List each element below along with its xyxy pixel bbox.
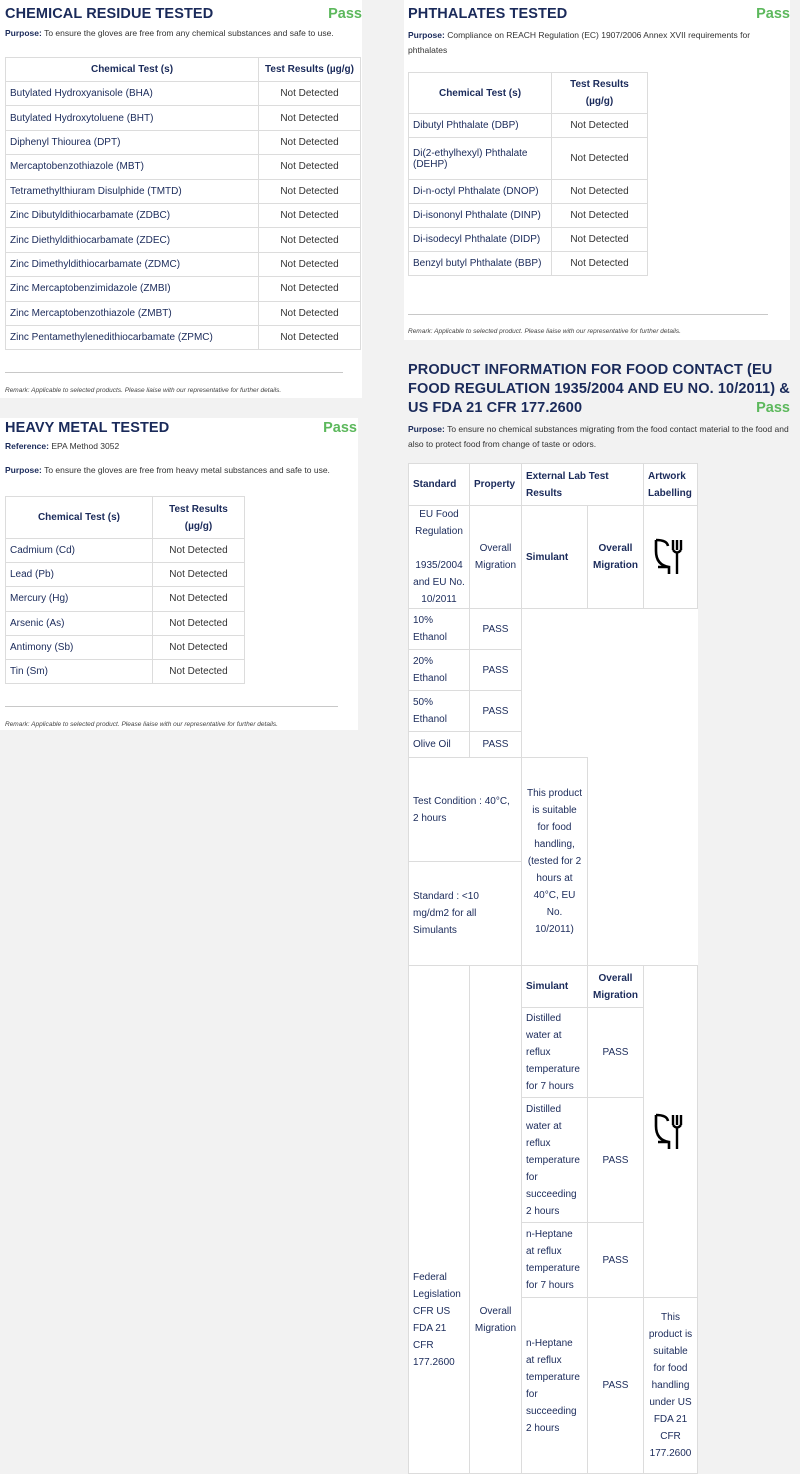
purpose-text: To ensure the gloves are free from any chemical substances and safe to use.	[44, 28, 334, 38]
us-simulant-header-row	[409, 966, 698, 1008]
test-result-cell: Not Detected	[259, 106, 361, 130]
test-name-cell: Di(2-ethylhexyl) Phthalate (DEHP)	[409, 138, 552, 180]
chemical-remark: Remark: Applicable to selected products. Please liaise with our representative for further details.	[5, 387, 282, 394]
phthalates-remark: Remark: Applicable to selected product. Please liaise with our representative for further details.	[408, 328, 681, 335]
test-name-cell: Zinc Pentamethylenedithiocarbamate (ZPMC)	[6, 325, 259, 349]
header-artwork: Artwork Labelling	[644, 464, 698, 506]
table-header-row	[6, 58, 361, 82]
eu-artwork-cell	[644, 506, 698, 609]
header-simulant: Simulant	[522, 966, 588, 1008]
eu-condition-row	[409, 758, 698, 862]
phthalates-purpose	[408, 28, 780, 58]
test-name-cell: Mercaptobenzothiazole (MBT)	[6, 155, 259, 179]
eu-row	[409, 650, 698, 691]
chemical-purpose	[5, 26, 362, 41]
header-standard: Standard	[409, 464, 470, 506]
heavy-reference	[5, 441, 357, 451]
test-name-cell: Diphenyl Thiourea (DPT)	[6, 130, 259, 154]
header-chemical-test: Chemical Test (s)	[6, 58, 259, 82]
food-title: PRODUCT INFORMATION FOR FOOD CONTACT (EU FOOD REGULATION 1935/2004 AND EU NO. 10/2011) & US FDA 21 CFR 177.2600	[408, 362, 790, 416]
chemical-header	[5, 6, 362, 22]
header-test-results: Test Results (µg/g)	[152, 497, 244, 539]
test-result-cell: Not Detected	[552, 252, 648, 276]
header-chemical-test: Chemical Test (s)	[6, 497, 153, 539]
table-row	[6, 539, 245, 563]
test-name-cell: Cadmium (Cd)	[6, 539, 153, 563]
test-name-cell: Zinc Dibutyldithiocarbamate (ZDBC)	[6, 203, 259, 227]
table-row	[6, 325, 361, 349]
phthalates-status-badge: Pass	[756, 6, 790, 22]
eu-simulant: 50% Ethanol	[409, 691, 470, 732]
test-name-cell: Antimony (Sb)	[6, 635, 153, 659]
test-result-cell: Not Detected	[552, 114, 648, 138]
test-result-cell: Not Detected	[259, 277, 361, 301]
purpose-label: Purpose:	[5, 28, 42, 38]
test-result-cell: Not Detected	[259, 228, 361, 252]
food-status-badge: Pass	[756, 400, 790, 416]
table-row	[409, 228, 648, 252]
test-result-cell: Not Detected	[152, 659, 244, 683]
eu-simulant-header-row	[409, 506, 698, 609]
test-result-cell: Not Detected	[259, 301, 361, 325]
header-overall-migration: Overall Migration	[588, 966, 644, 1008]
test-name-cell: Di-isononyl Phthalate (DINP)	[409, 204, 552, 228]
header-test-results: Test Results (µg/g)	[552, 73, 648, 114]
eu-simulant: 20% Ethanol	[409, 650, 470, 691]
food-contact-table	[408, 463, 698, 1474]
us-label-text: This product is suitable for food handling under US FDA 21 CFR 177.2600	[644, 1298, 698, 1474]
table-row	[6, 252, 361, 276]
food-safe-icon	[653, 537, 689, 577]
test-name-cell: Lead (Pb)	[6, 563, 153, 587]
eu-condition-cell: Test Condition : 40°C, 2 hours	[409, 758, 522, 862]
us-simulant-4: n-Heptane at reflux temperature for succeeding 2 hours	[522, 1298, 588, 1474]
chemical-divider	[5, 372, 343, 373]
table-row	[6, 659, 245, 683]
us-property-cell: Overall Migration	[470, 966, 522, 1474]
food-purpose	[408, 422, 790, 452]
table-row	[409, 204, 648, 228]
reference-text: EPA Method 3052	[51, 441, 120, 451]
heavy-header	[5, 420, 357, 436]
table-header-row	[409, 73, 648, 114]
purpose-label: Purpose:	[5, 465, 42, 475]
test-result-cell: Not Detected	[152, 635, 244, 659]
eu-property-cell: Overall Migration	[470, 506, 522, 609]
header-property: Property	[470, 464, 522, 506]
heavy-purpose	[5, 463, 357, 478]
eu-result: PASS	[470, 609, 522, 650]
test-name-cell: Mercury (Hg)	[6, 587, 153, 611]
test-name-cell: Zinc Mercaptobenzimidazole (ZMBI)	[6, 277, 259, 301]
heavy-remark: Remark: Applicable to selected product. Please liaise with our representative for further details.	[5, 721, 278, 728]
chemical-table	[5, 57, 361, 350]
eu-row	[409, 732, 698, 758]
chemical-title: CHEMICAL RESIDUE TESTED	[5, 6, 214, 22]
test-name-cell: Tin (Sm)	[6, 659, 153, 683]
test-result-cell: Not Detected	[259, 203, 361, 227]
heavy-metal-panel	[0, 418, 358, 730]
table-row	[6, 563, 245, 587]
eu-row	[409, 691, 698, 732]
table-row	[6, 277, 361, 301]
eu-standard-text: Standard : <10 mg/dm2 for all Simulants	[409, 862, 522, 966]
us-result-1: PASS	[588, 1008, 644, 1098]
test-name-cell: Zinc Mercaptobenzothiazole (ZMBT)	[6, 301, 259, 325]
us-standard-cell: Federal Legislation CFR US FDA 21 CFR 177.2600	[409, 966, 470, 1474]
test-result-cell: Not Detected	[552, 180, 648, 204]
table-row	[409, 138, 648, 180]
table-row	[6, 155, 361, 179]
test-name-cell: Dibutyl Phthalate (DBP)	[409, 114, 552, 138]
test-name-cell: Arsenic (As)	[6, 611, 153, 635]
reference-label: Reference:	[5, 441, 49, 451]
eu-simulant: Olive Oil	[409, 732, 470, 758]
us-artwork-cell	[644, 966, 698, 1298]
table-row	[409, 180, 648, 204]
test-name-cell: Tetramethylthiuram Disulphide (TMTD)	[6, 179, 259, 203]
food-contact-header	[408, 361, 790, 452]
table-row	[6, 611, 245, 635]
eu-standard-cell: EU Food Regulation 1935/2004 and EU No. 10/2011	[409, 506, 470, 609]
phthalates-table	[408, 72, 648, 276]
purpose-label: Purpose:	[408, 30, 445, 40]
us-result-3: PASS	[588, 1223, 644, 1298]
food-status-row	[756, 399, 790, 417]
phthalates-divider	[408, 314, 768, 315]
table-row	[409, 114, 648, 138]
heavy-table	[5, 496, 245, 684]
eu-row	[409, 609, 698, 650]
header-overall-migration: Overall Migration	[588, 506, 644, 609]
test-result-cell: Not Detected	[259, 325, 361, 349]
test-result-cell: Not Detected	[259, 179, 361, 203]
table-header-row	[6, 497, 245, 539]
test-name-cell: Benzyl butyl Phthalate (BBP)	[409, 252, 552, 276]
test-name-cell: Zinc Diethyldithiocarbamate (ZDEC)	[6, 228, 259, 252]
test-name-cell: Zinc Dimethyldithiocarbamate (ZDMC)	[6, 252, 259, 276]
table-row	[6, 203, 361, 227]
table-row	[6, 635, 245, 659]
purpose-text: To ensure the gloves are free from heavy metal substances and safe to use.	[44, 465, 330, 475]
table-row	[6, 106, 361, 130]
test-result-cell: Not Detected	[152, 611, 244, 635]
us-result-4: PASS	[588, 1298, 644, 1474]
test-result-cell: Not Detected	[152, 563, 244, 587]
phthalates-header	[408, 6, 790, 22]
test-name-cell: Di-n-octyl Phthalate (DNOP)	[409, 180, 552, 204]
header-test-results: Test Results (µg/g)	[259, 58, 361, 82]
heavy-status-badge: Pass	[323, 420, 357, 436]
test-result-cell: Not Detected	[259, 155, 361, 179]
phthalates-title: PHTHALATES TESTED	[408, 6, 568, 22]
purpose-text: Compliance on REACH Regulation (EC) 1907/2006 Annex XVII requirements for phthalates	[408, 30, 751, 55]
table-header-row	[409, 464, 698, 506]
us-result-2: PASS	[588, 1098, 644, 1223]
us-simulant-1: Distilled water at reflux temperature for 7 hours	[522, 1008, 588, 1098]
table-row	[6, 301, 361, 325]
test-result-cell: Not Detected	[152, 539, 244, 563]
purpose-label: Purpose:	[408, 424, 445, 434]
chemical-residue-panel	[0, 0, 362, 398]
test-name-cell: Butylated Hydroxytoluene (BHT)	[6, 106, 259, 130]
us-simulant-3: n-Heptane at reflux temperature for 7 hours	[522, 1223, 588, 1298]
test-result-cell: Not Detected	[259, 252, 361, 276]
eu-label-text: This product is suitable for food handling, (tested for 2 hours at 40°C, EU No. 10/2011)	[522, 758, 588, 966]
heavy-title: HEAVY METAL TESTED	[5, 420, 170, 436]
chemical-status-badge: Pass	[328, 6, 362, 22]
eu-result: PASS	[470, 650, 522, 691]
table-row	[6, 130, 361, 154]
phthalates-panel	[404, 0, 790, 340]
test-result-cell: Not Detected	[552, 204, 648, 228]
table-row	[6, 228, 361, 252]
test-result-cell: Not Detected	[259, 130, 361, 154]
eu-result: PASS	[470, 732, 522, 758]
header-chemical-test: Chemical Test (s)	[409, 73, 552, 114]
food-safe-icon	[653, 1112, 689, 1152]
header-simulant: Simulant	[522, 506, 588, 609]
test-name-cell: Di-isodecyl Phthalate (DIDP)	[409, 228, 552, 252]
header-external: External Lab Test Results	[522, 464, 644, 506]
table-row	[6, 82, 361, 106]
eu-simulant: 10% Ethanol	[409, 609, 470, 650]
test-result-cell: Not Detected	[259, 82, 361, 106]
eu-result: PASS	[470, 691, 522, 732]
table-row	[409, 252, 648, 276]
test-result-cell: Not Detected	[152, 587, 244, 611]
test-result-cell: Not Detected	[552, 228, 648, 252]
purpose-text: To ensure no chemical substances migrating from the food contact material to the food and also to protect food from change of taste or odors.	[408, 424, 789, 449]
table-row	[6, 587, 245, 611]
us-simulant-2: Distilled water at reflux temperature for succeeding 2 hours	[522, 1098, 588, 1223]
test-result-cell: Not Detected	[552, 138, 648, 180]
table-row	[6, 179, 361, 203]
heavy-divider	[5, 706, 338, 707]
test-name-cell: Butylated Hydroxyanisole (BHA)	[6, 82, 259, 106]
